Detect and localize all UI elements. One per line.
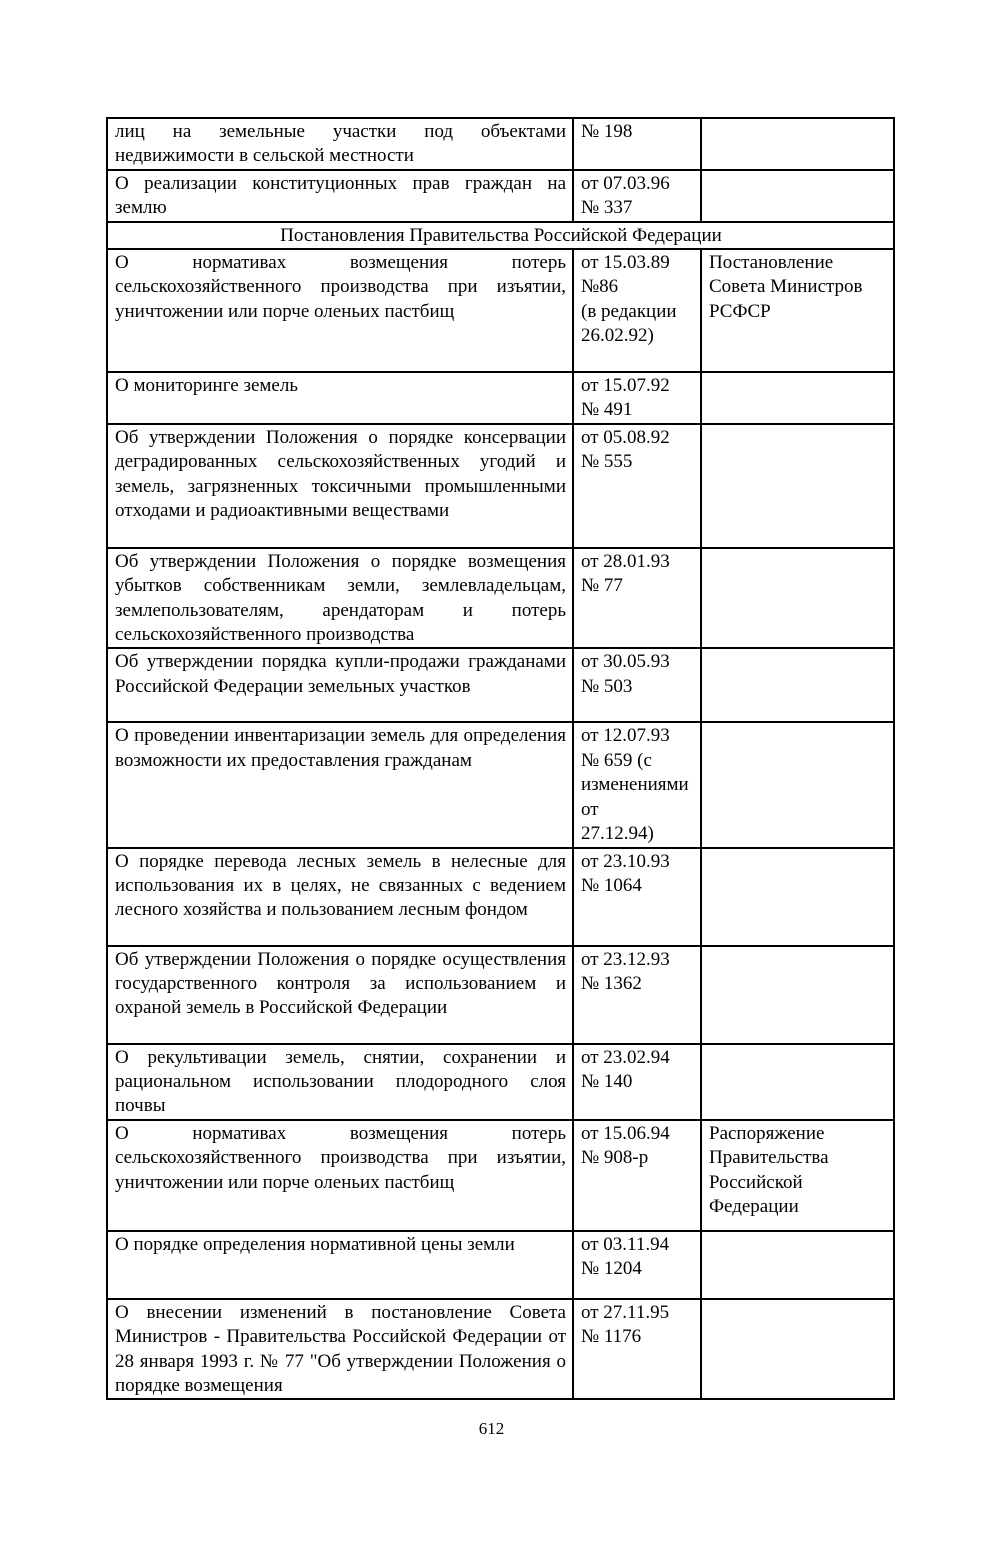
row-note: Постановление Совета Министров РСФСР — [701, 249, 894, 372]
row-title: О мониторинге земель — [107, 372, 573, 424]
row-title: О порядке перевода лесных земель в нелесные для использования их в целях, не связанных с ведением лесного хозяйства и пользованием лесным фондом — [107, 848, 573, 946]
row-title: Об утверждении порядка купли-продажи гражданами Российской Федерации земельных участков — [107, 648, 573, 722]
row-doc-ref: от 15.03.89 №86 (в редакции 26.02.92) — [573, 249, 701, 372]
table-row — [107, 648, 894, 722]
row-note — [701, 424, 894, 548]
row-note: Распоряжение Правительства Российской Федерации — [701, 1120, 894, 1231]
table-row — [107, 424, 894, 548]
row-note — [701, 170, 894, 222]
row-title: лиц на земельные участки под объектами недвижимости в сельской местности — [107, 118, 573, 170]
row-note — [701, 946, 894, 1044]
row-doc-ref: от 05.08.92 № 555 — [573, 424, 701, 548]
row-title: О нормативах возмещения потерь сельскохозяйственного производства при изъятии, уничтожении или порче оленьих пастбищ — [107, 249, 573, 372]
table-row — [107, 848, 894, 946]
table-row — [107, 1299, 894, 1400]
row-note — [701, 372, 894, 424]
page-number: 612 — [478, 1419, 505, 1438]
table-row — [107, 946, 894, 1044]
row-note — [701, 722, 894, 847]
row-title: О проведении инвентаризации земель для определения возможности их предоставления гражданам — [107, 722, 573, 847]
row-doc-ref: от 03.11.94 № 1204 — [573, 1231, 701, 1299]
row-doc-ref: от 23.02.94 № 140 — [573, 1044, 701, 1120]
table-row — [107, 1044, 894, 1120]
row-doc-ref: от 15.07.92 № 491 — [573, 372, 701, 424]
row-note — [701, 648, 894, 722]
table-row — [107, 249, 894, 372]
row-note — [701, 848, 894, 946]
row-title: О внесении изменений в постановление Совета Министров - Правительства Российской Федерации от 28 января 1993 г. № 77 "Об утверждении Положения о порядке возмещения — [107, 1299, 573, 1400]
row-doc-ref: от 23.10.93 № 1064 — [573, 848, 701, 946]
row-title: О нормативах возмещения потерь сельскохозяйственного производства при изъятии, уничтожении или порче оленьих пастбищ — [107, 1120, 573, 1231]
row-doc-ref: от 15.06.94 № 908-р — [573, 1120, 701, 1231]
row-doc-ref: от 30.05.93 № 503 — [573, 648, 701, 722]
row-title: О рекультивации земель, снятии, сохранении и рациональном использовании плодородного слоя почвы — [107, 1044, 573, 1120]
row-title: Об утверждении Положения о порядке возмещения убытков собственникам земли, землевладельцам, землепользователям, арендаторам и потерь сельскохозяйственного производства — [107, 548, 573, 649]
row-doc-ref: от 07.03.96 № 337 — [573, 170, 701, 222]
row-title: О реализации конституционных прав граждан на землю — [107, 170, 573, 222]
table-row — [107, 118, 894, 170]
row-note — [701, 118, 894, 170]
row-note — [701, 1299, 894, 1400]
row-doc-ref: от 12.07.93 № 659 (с изменениями от 27.12.94) — [573, 722, 701, 847]
row-note — [701, 1231, 894, 1299]
table-row — [107, 548, 894, 649]
table-row — [107, 170, 894, 222]
row-doc-ref: от 27.11.95 № 1176 — [573, 1299, 701, 1400]
row-doc-ref: № 198 — [573, 118, 701, 170]
row-title: Об утверждении Положения о порядке консервации деградированных сельскохозяйственных угодий и земель, загрязненных токсичными промышленными отходами и радиоактивными веществами — [107, 424, 573, 548]
row-doc-ref: от 28.01.93 № 77 — [573, 548, 701, 649]
row-title: О порядке определения нормативной цены земли — [107, 1231, 573, 1299]
row-note — [701, 548, 894, 649]
table-row — [107, 722, 894, 847]
row-doc-ref: от 23.12.93 № 1362 — [573, 946, 701, 1044]
regulations-table — [106, 117, 895, 1400]
row-title: Об утверждении Положения о порядке осуществления государственного контроля за использованием и охраной земель в Российской Федерации — [107, 946, 573, 1044]
table-row — [107, 1231, 894, 1299]
table-row — [107, 1120, 894, 1231]
table-row — [107, 372, 894, 424]
section-heading-row — [107, 222, 894, 249]
section-heading: Постановления Правительства Российской Федерации — [107, 222, 894, 249]
row-note — [701, 1044, 894, 1120]
